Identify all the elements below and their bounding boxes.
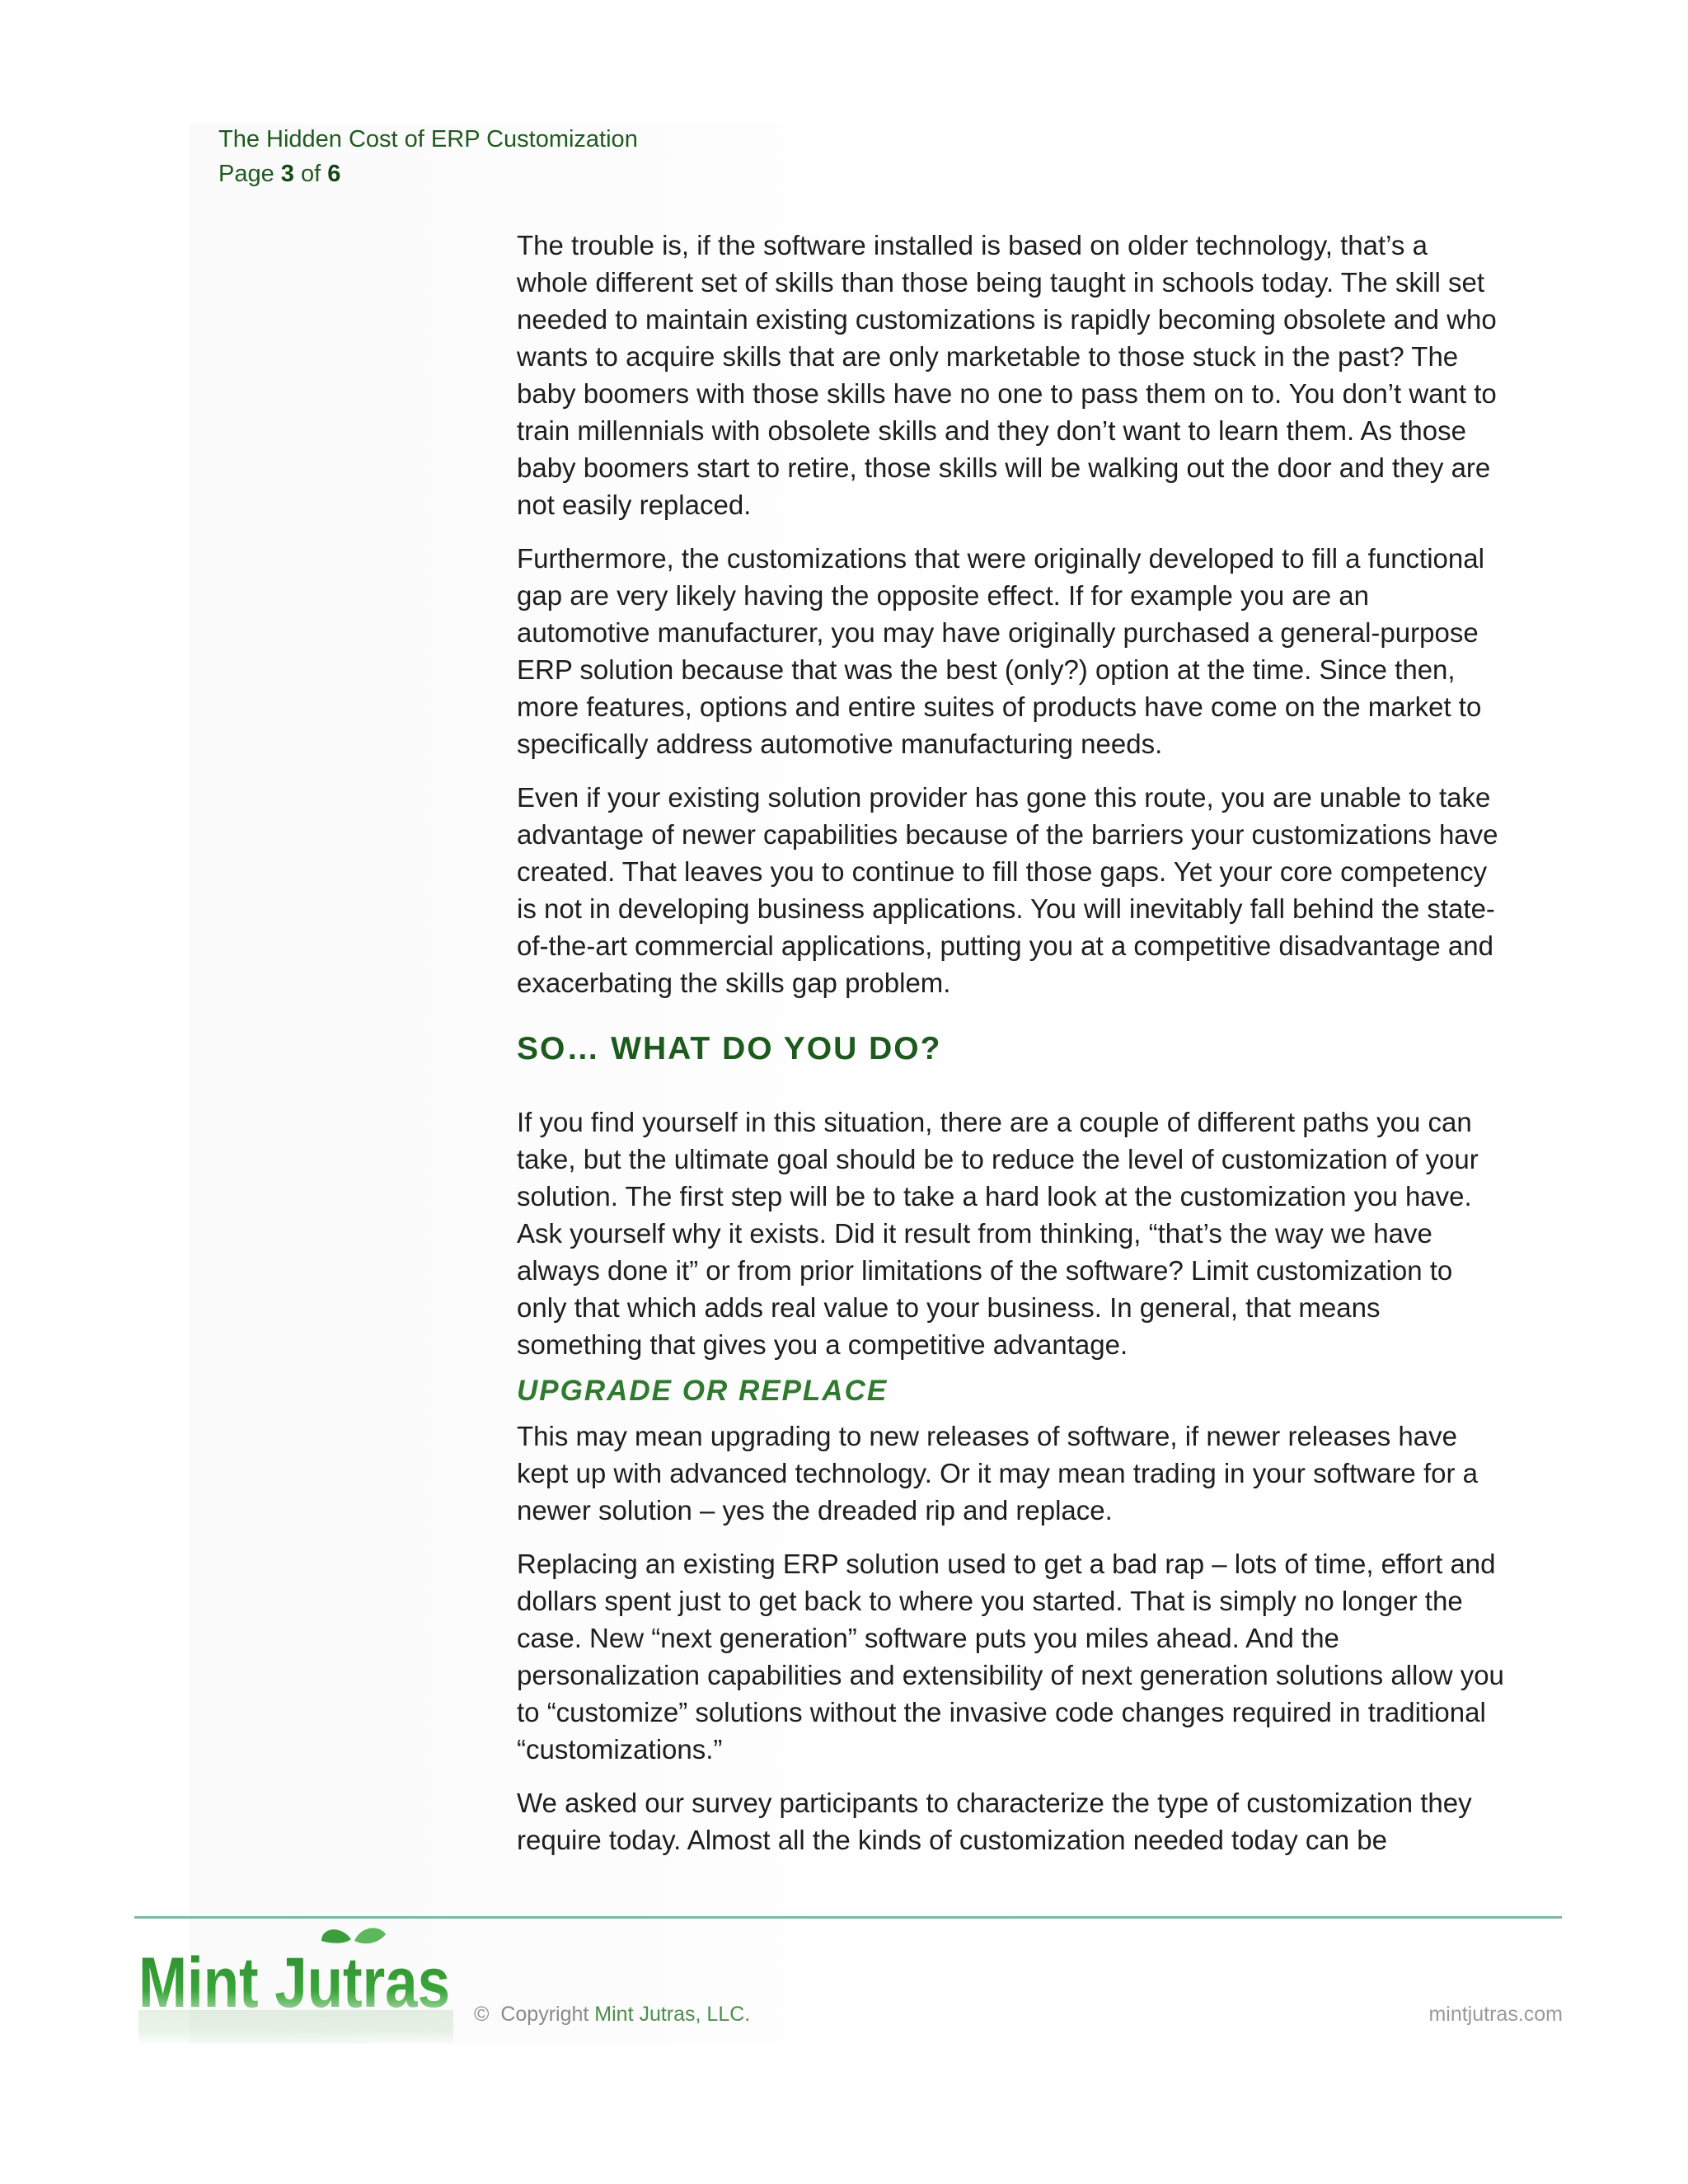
mint-jutras-logo [138,1924,453,2048]
body-text [517,227,1506,1875]
copyright-notice: © Copyright Mint Jutras, LLC. [474,2003,751,2026]
page-number: Page 3 of 6 [218,161,341,187]
paragraph: This may mean upgrading to new releases of software, if newer releases have kept up with advanced technology. Or it may mean trading in your software for a newer solution – yes the dreaded rip and replace. [517,1421,1478,1526]
paragraph: Replacing an existing ERP solution used to get a bad rap – lots of time, effort and dollars spent just to get back to where you started. That is simply no longer the case. New “next generation” software puts you miles ahead. And the personalization capabilities and extensibility of next generation solutions allow you to “customize” solutions without the invasive code changes required in traditional “customizations.” [517,1549,1504,1765]
section-heading: SO… WHAT DO YOU DO? [517,1031,942,1066]
running-header [218,122,638,191]
subsection-heading: UPGRADE OR REPLACE [517,1375,889,1407]
footer-divider [134,1916,1562,1919]
website-label: mintjutras.com [1428,2003,1563,2026]
logo-text: Mint Jutras [138,1943,450,2022]
paragraph: Even if your existing solution provider has gone this route, you are unable to take advantage of newer capabilities because of the barriers your customizations have created. That leaves you to continue to fill those gaps. Yet your core competency is not in developing business applications. You will inevitably fall behind the state-of-the-art commercial applications, putting you at a competitive disadvantage and exacerbating the skills gap problem. [517,782,1498,998]
paragraph: Furthermore, the customizations that were originally developed to fill a functional gap are very likely having the opposite effect. If for example you are an automotive manufacturer, you may have originally purchased a general-purpose ERP solution because that was the best (only?) option at the time. Since then, more features, options and entire suites of products have come on the market to specifically address automotive manufacturing needs. [517,543,1484,759]
paragraph: If you find yourself in this situation, there are a couple of different paths you can take, but the ultimate goal should be to reduce the level of customization of your solution. The first step will be to take a hard look at the customization you have. Ask yourself why it exists. Did it result from thinking, “that’s the way we have always done it” or from prior limitations of the software? Limit customization to only that which adds real value to your business. In general, that means something that gives you a competitive advantage. [517,1107,1479,1360]
paragraph: We asked our survey participants to characterize the type of customization they require today. Almost all the kinds of customization needed today can be [517,1788,1472,1855]
paragraph: The trouble is, if the software installed is based on older technology, that’s a whole different set of skills than those being taught in schools today. The skill set needed to maintain existing customizations is rapidly becoming obsolete and who wants to acquire skills that are only marketable to those stuck in the past? The baby boomers with those skills have no one to pass them on to. You don’t want to train millennials with obsolete skills and they don’t want to learn them. As those baby boomers start to retire, those skills will be walking out the door and they are not easily replaced. [517,230,1497,520]
document-title: The Hidden Cost of ERP Customization [218,126,638,152]
